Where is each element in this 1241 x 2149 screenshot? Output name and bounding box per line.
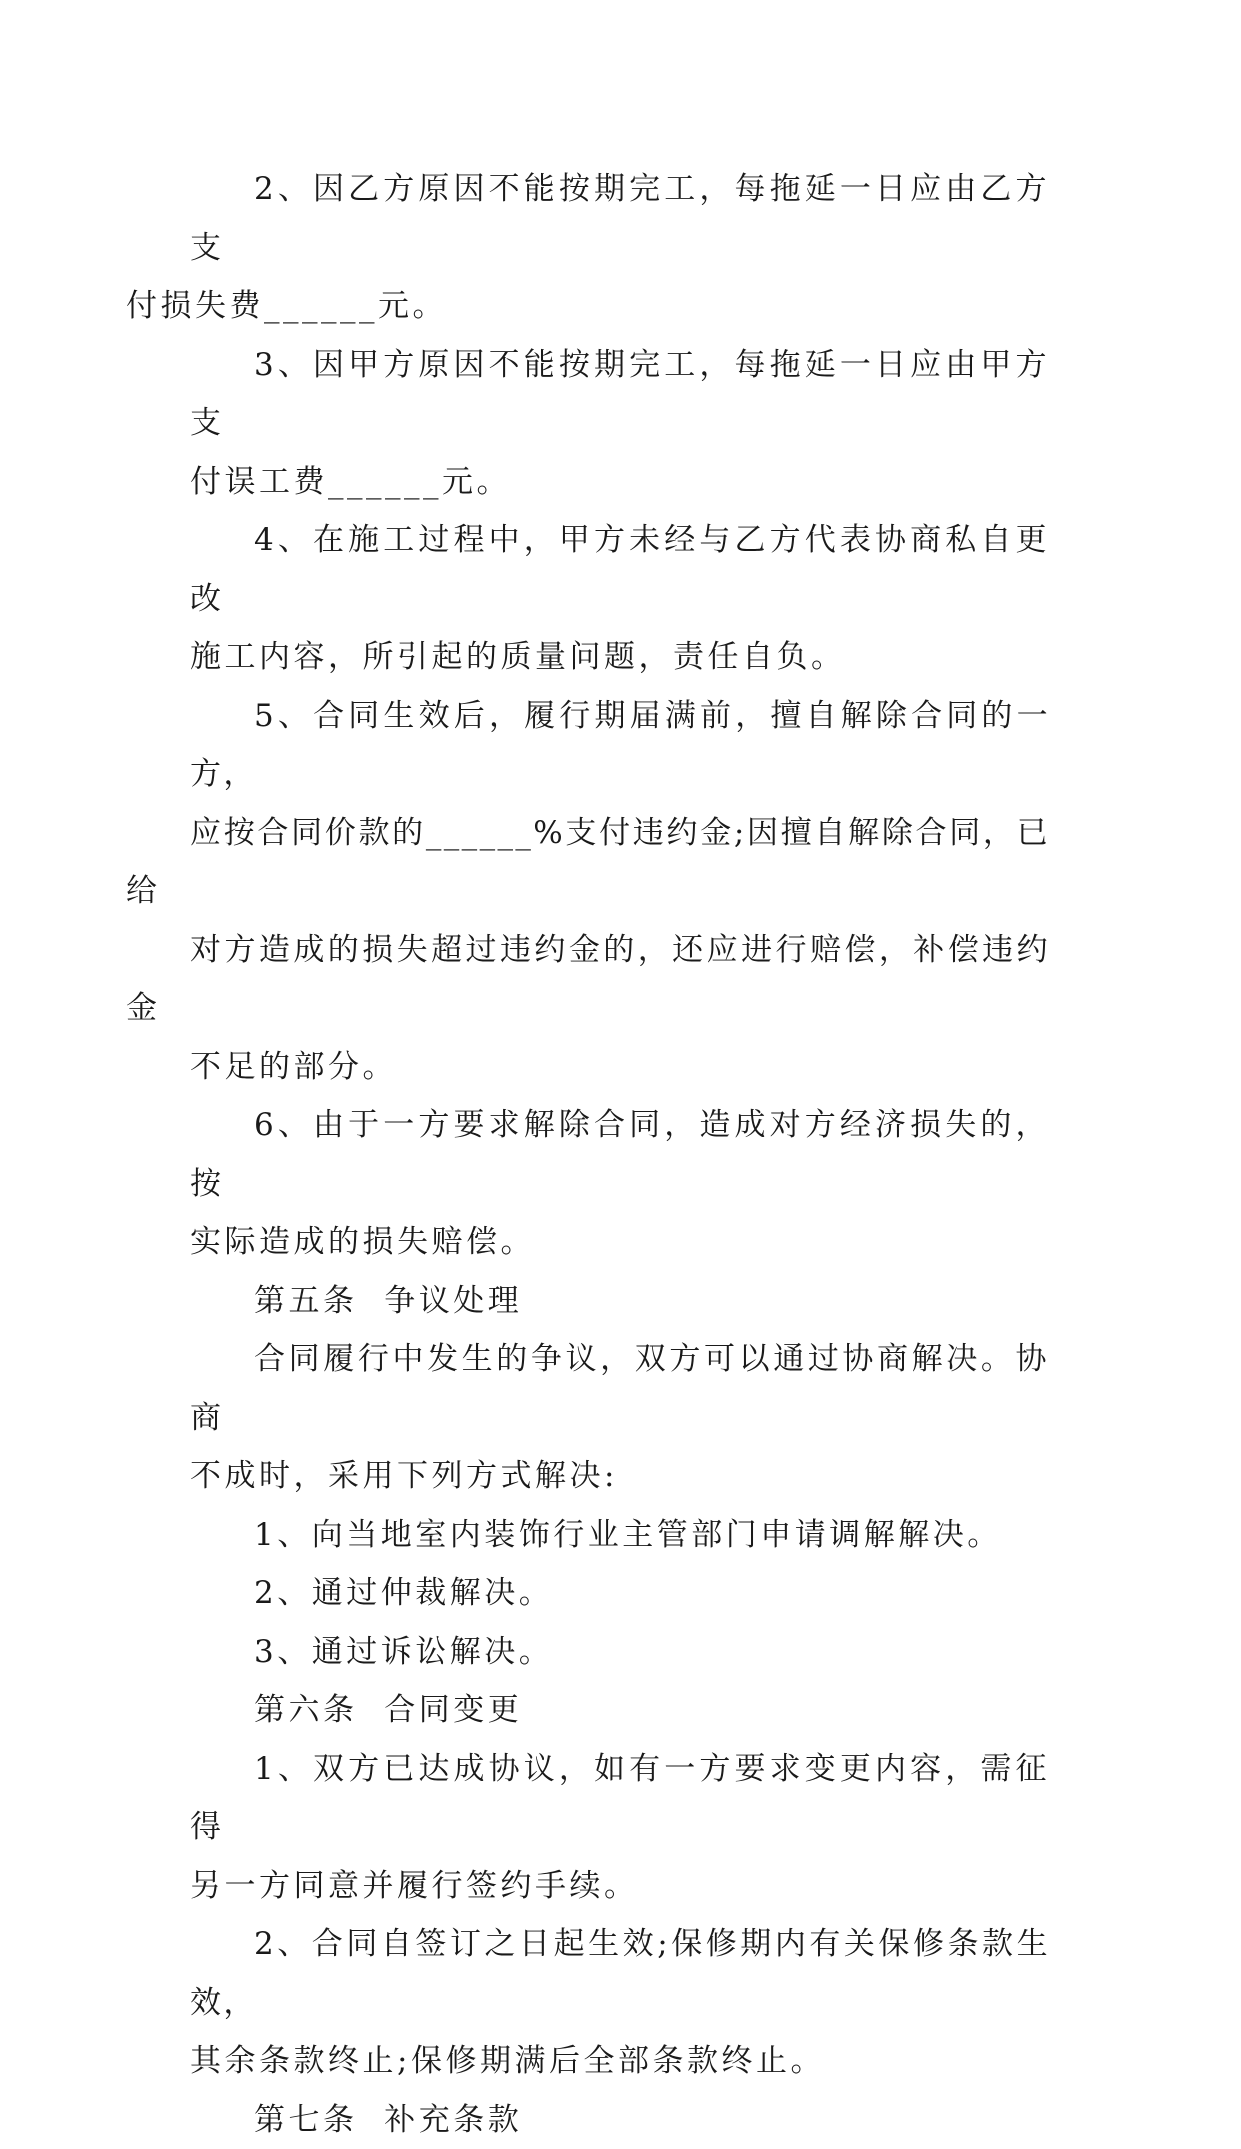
text-line: 2、因乙方原因不能按期完工，每拖延一日应由乙方支 [190,160,1050,277]
text-line: 施工内容，所引起的质量问题，责任自负。 [126,628,1050,687]
document-body [190,160,1050,2149]
text-line: 另一方同意并履行签约手续。 [126,1857,1050,1916]
clause-paragraph [190,1506,1050,1565]
text-line: 付损失费______元。 [126,277,1050,336]
text-line: 1、双方已达成协议，如有一方要求变更内容，需征得 [190,1740,1050,1857]
text-line: 不足的部分。 [126,1038,1050,1097]
section-heading [190,1272,1050,1331]
clause-paragraph [190,1915,1050,2091]
text-line: 3、因甲方原因不能按期完工，每拖延一日应由甲方支 [190,336,1050,453]
text-line: 6、由于一方要求解除合同，造成对方经济损失的，按 [190,1096,1050,1213]
clause-paragraph [190,1564,1050,1623]
text-line: 3、通过诉讼解决。 [190,1623,1050,1682]
clause-paragraph [190,687,1050,1097]
text-line: 2、通过仲裁解决。 [190,1564,1050,1623]
clause-paragraph [190,336,1050,512]
text-line: 4、在施工过程中，甲方未经与乙方代表协商私自更改 [190,511,1050,628]
text-line: 5、合同生效后，履行期届满前，擅自解除合同的一方， [190,687,1050,804]
text-line: 其余条款终止;保修期满后全部条款终止。 [126,2032,1050,2091]
text-line: 1、向当地室内装饰行业主管部门申请调解解决。 [190,1506,1050,1565]
text-line: 第五条 争议处理 [190,1272,1050,1331]
text-line: 2、合同自签订之日起生效;保修期内有关保修条款生效， [190,1915,1050,2032]
clause-paragraph [190,1330,1050,1506]
text-line: 应按合同价款的______%支付违约金;因擅自解除合同，已给 [126,804,1050,921]
clause-paragraph [190,511,1050,687]
clause-paragraph [190,160,1050,336]
text-line: 第七条 补充条款 [190,2091,1050,2149]
text-line: 付误工费______元。 [126,453,1050,512]
section-heading [190,1681,1050,1740]
text-line: 对方造成的损失超过违约金的，还应进行赔偿，补偿违约金 [126,921,1050,1038]
text-line: 实际造成的损失赔偿。 [126,1213,1050,1272]
clause-paragraph [190,1740,1050,1916]
text-line: 合同履行中发生的争议，双方可以通过协商解决。协商 [190,1330,1050,1447]
text-line: 第六条 合同变更 [190,1681,1050,1740]
clause-paragraph [190,1623,1050,1682]
clause-paragraph [190,1096,1050,1272]
section-heading [190,2091,1050,2149]
text-line: 不成时，采用下列方式解决: [126,1447,1050,1506]
